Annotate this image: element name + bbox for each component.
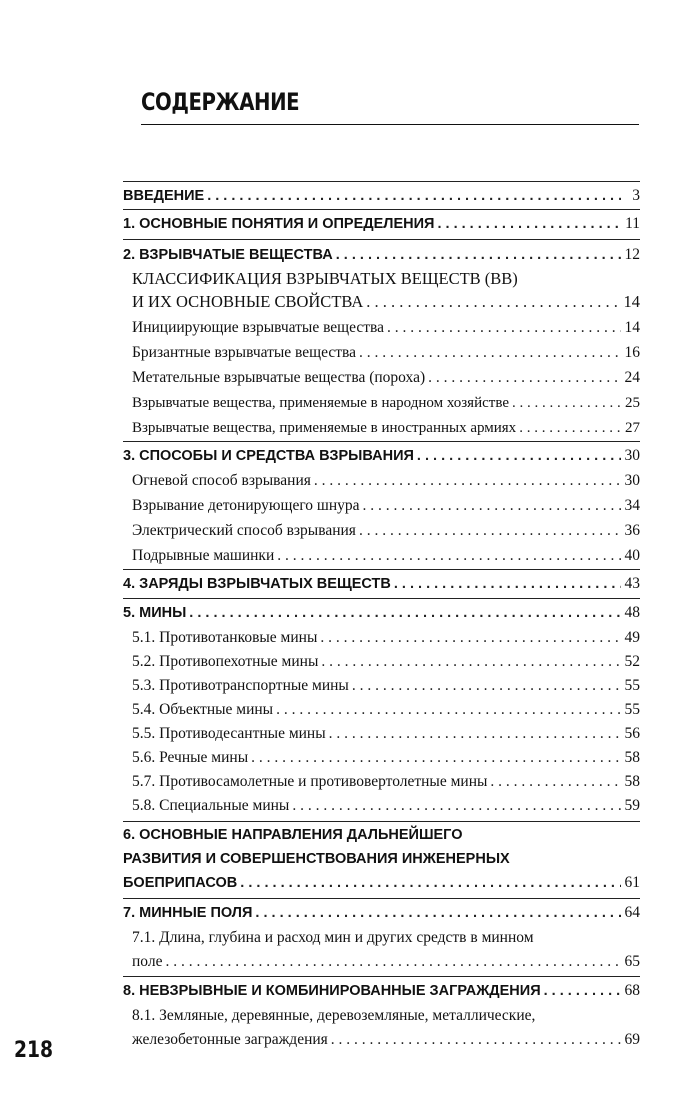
page-ref: 58	[624, 773, 640, 790]
page-ref: 65	[624, 953, 640, 970]
separator	[123, 569, 640, 570]
toc-entry-8-1-line1: 8.1. Земляные, деревянные, деревоземляные, металлические,	[132, 1007, 536, 1024]
toc-entry-section-4[interactable]: 4. ЗАРЯДЫ ВЗРЫВЧАТЫХ ВЕЩЕСТВ . . . 43	[123, 574, 640, 594]
page-ref: 52	[624, 653, 640, 670]
toc-entry-intro[interactable]: ВВЕДЕНИЕ . . . 3	[123, 186, 640, 206]
separator	[123, 898, 640, 899]
page-ref: 24	[624, 369, 640, 386]
separator	[123, 441, 640, 442]
page-ref: 48	[624, 604, 640, 621]
toc-entry-section-7[interactable]: 7. МИННЫЕ ПОЛЯ . . . 64	[123, 903, 640, 923]
separator	[123, 821, 640, 822]
page-ref: 59	[624, 797, 640, 814]
toc-entry-section-1[interactable]: 1. ОСНОВНЫЕ ПОНЯТИЯ И ОПРЕДЕЛЕНИЯ . . . 11	[123, 214, 640, 234]
toc-entry-section-3[interactable]: 3. СПОСОБЫ И СРЕДСТВА ВЗРЫВАНИЯ . . . 30	[123, 446, 640, 466]
toc-entry-5-6[interactable]: 5.6. Речные мины . . . 58	[132, 748, 640, 768]
page-ref: 43	[624, 575, 640, 592]
toc-entry-blasting-machines[interactable]: Подрывные машинки . . . 40	[132, 546, 640, 566]
toc-entry-initiating[interactable]: Инициирующие взрывчатые вещества . . . 14	[132, 318, 640, 338]
toc-entry-foreign[interactable]: Взрывчатые вещества, применяемые в иностранных армиях . . . 27	[132, 418, 640, 438]
page-ref: 11	[625, 215, 640, 232]
page-ref: 55	[624, 701, 640, 718]
page-ref: 12	[624, 246, 640, 263]
toc-entry-section-6-line1: 6. ОСНОВНЫЕ НАПРАВЛЕНИЯ ДАЛЬНЕЙШЕГО	[123, 827, 463, 843]
toc-entry-fire-method[interactable]: Огневой способ взрывания . . . 30	[132, 471, 640, 491]
page-ref: 14	[623, 292, 640, 311]
toc-entry-section-5[interactable]: 5. МИНЫ . . . 48	[123, 603, 640, 623]
page-ref: 36	[624, 522, 640, 539]
page-ref: 30	[624, 472, 640, 489]
separator	[123, 598, 640, 599]
page-ref: 61	[624, 874, 640, 891]
toc-entry-detonating-cord[interactable]: Взрывание детонирующего шнура . . . 34	[132, 496, 640, 516]
separator	[123, 239, 640, 240]
toc-entry-section-8[interactable]: 8. НЕВЗРЫВНЫЕ И КОМБИНИРОВАННЫЕ ЗАГРАЖДЕНИЯ . . . 68	[123, 981, 640, 1001]
separator	[123, 976, 640, 977]
toc-entry-section-6-line2: РАЗВИТИЯ И СОВЕРШЕНСТВОВАНИЯ ИНЖЕНЕРНЫХ	[123, 851, 510, 867]
page-ref: 40	[624, 547, 640, 564]
separator	[123, 209, 640, 210]
toc-entry-5-4[interactable]: 5.4. Объектные мины . . . 55	[132, 700, 640, 720]
toc-entry-classification-line1: КЛАССИФИКАЦИЯ ВЗРЫВЧАТЫХ ВЕЩЕСТВ (ВВ)	[132, 269, 518, 288]
page-ref: 14	[624, 319, 640, 336]
page-ref: 25	[625, 395, 640, 411]
page-ref: 34	[624, 497, 640, 514]
toc-entry-brisant[interactable]: Бризантные взрывчатые вещества . . . 16	[132, 343, 640, 363]
toc-entry-7-1[interactable]: поле . . . 65	[132, 952, 640, 972]
page-title: СОДЕРЖАНИЕ	[141, 88, 300, 116]
toc-entry-5-2[interactable]: 5.2. Противопехотные мины . . . 52	[132, 652, 640, 672]
page-ref: 69	[624, 1031, 640, 1048]
page-ref: 3	[632, 187, 640, 204]
page-ref: 30	[624, 447, 640, 464]
toc-entry-8-1[interactable]: железобетонные заграждения . . . 69	[132, 1030, 640, 1050]
page-ref: 58	[624, 749, 640, 766]
toc-entry-5-3[interactable]: 5.3. Противотранспортные мины . . . 55	[132, 676, 640, 696]
page-ref: 49	[624, 629, 640, 646]
page-ref: 56	[624, 725, 640, 742]
toc-entry-5-7[interactable]: 5.7. Противосамолетные и противовертолетные мины . . . 58	[132, 772, 640, 792]
page-ref: 68	[624, 982, 640, 999]
toc-entry-propellant[interactable]: Метательные взрывчатые вещества (пороха) . . . 24	[132, 368, 640, 388]
toc-entry-classification[interactable]: И ИХ ОСНОВНЫЕ СВОЙСТВА . . . 14	[132, 292, 640, 312]
toc-entry-electric-method[interactable]: Электрический способ взрывания . . . 36	[132, 521, 640, 541]
toc-entry-section-2[interactable]: 2. ВЗРЫВЧАТЫЕ ВЕЩЕСТВА . . . 12	[123, 245, 640, 265]
toc-entry-section-6[interactable]: БОЕПРИПАСОВ . . . 61	[123, 873, 640, 893]
page-number: 218	[14, 1038, 54, 1063]
toc-entry-civil[interactable]: Взрывчатые вещества, применяемые в народном хозяйстве . . . 25	[132, 393, 640, 413]
page-ref: 64	[624, 904, 640, 921]
toc-entry-5-5[interactable]: 5.5. Противодесантные мины . . . 56	[132, 724, 640, 744]
toc-entry-5-1[interactable]: 5.1. Противотанковые мины . . . 49	[132, 628, 640, 648]
toc-entry-5-8[interactable]: 5.8. Специальные мины . . . 59	[132, 796, 640, 816]
toc-entry-7-1-line1: 7.1. Длина, глубина и расход мин и других средств в минном	[132, 929, 534, 946]
page-ref: 16	[624, 344, 640, 361]
page-ref: 27	[625, 420, 640, 436]
page-ref: 55	[624, 677, 640, 694]
separator	[123, 181, 640, 182]
